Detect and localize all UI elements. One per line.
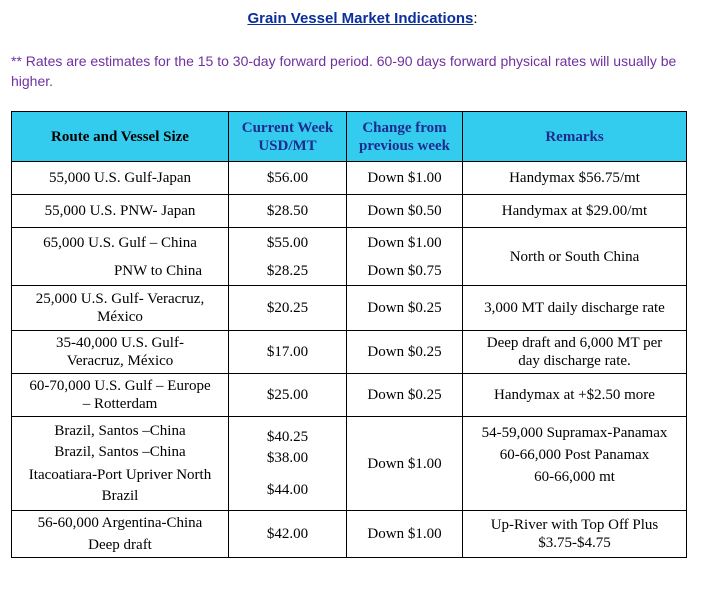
route-line: Veracruz, México (66, 353, 174, 369)
current-cell: $25.00 (229, 374, 347, 417)
remarks-cell: Handymax at +$2.50 more (463, 374, 687, 417)
remarks-line: 54-59,000 Supramax-Panamax (481, 425, 668, 441)
current-cell: $28.25 (229, 257, 347, 286)
current-cell: $20.25 (229, 286, 347, 331)
route-cell (12, 374, 229, 417)
header-current-line1: Current Week (241, 119, 334, 136)
change-cell: Down $0.50 (347, 195, 463, 228)
header-change-line1: Change from (362, 119, 447, 136)
current-cell: $56.00 (229, 162, 347, 195)
remarks-line: day discharge rate. (518, 353, 631, 369)
route-line: Brazil (101, 488, 139, 504)
route-line: 35-40,000 U.S. Gulf- (56, 335, 184, 351)
route-line: Brazil, Santos –China (54, 423, 186, 439)
current-line: $44.00 (266, 482, 309, 498)
route-cell: 55,000 U.S. Gulf-Japan (12, 162, 229, 195)
route-line: México (97, 309, 143, 325)
route-line: 60-70,000 U.S. Gulf – Europe (29, 378, 211, 394)
header-remarks: Remarks (463, 112, 687, 162)
change-cell: Down $1.00 (347, 228, 463, 258)
change-cell: Down $0.25 (347, 331, 463, 374)
route-line: 25,000 U.S. Gulf- Veracruz, (35, 291, 205, 307)
table-row (12, 286, 687, 331)
header-current-line2: USD/MT (258, 137, 317, 154)
table-row (12, 331, 687, 374)
route-line: – Rotterdam (82, 396, 158, 412)
remarks-cell (463, 331, 687, 374)
route-cell: 65,000 U.S. Gulf – China (12, 228, 229, 258)
table-row (12, 195, 687, 228)
remarks-cell: North or South China (463, 228, 687, 286)
header-change (347, 112, 463, 162)
remarks-cell (463, 511, 687, 558)
change-cell: Down $0.75 (347, 257, 463, 286)
change-cell: Down $0.25 (347, 286, 463, 331)
current-line: $38.00 (266, 450, 309, 466)
route-cell (12, 417, 229, 511)
remarks-cell: 3,000 MT daily discharge rate (463, 286, 687, 331)
header-change-line2: previous week (359, 137, 450, 154)
remarks-line: $3.75-$4.75 (538, 535, 611, 551)
change-cell: Down $0.25 (347, 374, 463, 417)
route-cell-text: PNW to China (113, 263, 202, 279)
header-current-week (229, 112, 347, 162)
route-cell: 55,000 U.S. PNW- Japan (12, 195, 229, 228)
page-title-colon: : (473, 10, 478, 27)
current-cell: $28.50 (229, 195, 347, 228)
route-line: Deep draft (88, 537, 152, 553)
route-cell (12, 331, 229, 374)
page-title (0, 10, 725, 27)
route-line: Itacoatiara-Port Upriver North (28, 467, 212, 483)
remarks-cell: Handymax at $29.00/mt (463, 195, 687, 228)
table-row (12, 374, 687, 417)
remarks-line: Deep draft and 6,000 MT per (486, 335, 663, 351)
table-row (12, 417, 687, 511)
route-cell (12, 286, 229, 331)
page-title-text: Grain Vessel Market Indications (247, 10, 474, 27)
current-cell (229, 417, 347, 511)
remarks-line: Up-River with Top Off Plus (490, 517, 659, 533)
change-cell: Down $1.00 (347, 511, 463, 558)
current-cell: $17.00 (229, 331, 347, 374)
table-row (12, 511, 687, 558)
header-route: Route and Vessel Size (12, 112, 229, 162)
current-cell: $42.00 (229, 511, 347, 558)
route-line: 56-60,000 Argentina-China (37, 515, 203, 531)
table-row (12, 162, 687, 195)
remarks-cell: Handymax $56.75/mt (463, 162, 687, 195)
rate-note: ** Rates are estimates for the 15 to 30-day forward period. 60-90 days forward physical rates will usually be higher. (11, 53, 677, 89)
table-row (12, 228, 687, 258)
change-cell: Down $1.00 (347, 162, 463, 195)
table-header-row (12, 112, 687, 162)
route-line: Brazil, Santos –China (54, 444, 186, 460)
route-cell (12, 257, 229, 286)
current-line: $40.25 (266, 429, 309, 445)
current-cell: $55.00 (229, 228, 347, 258)
route-cell (12, 511, 229, 558)
remarks-cell (463, 417, 687, 511)
remarks-line: 60-66,000 mt (534, 469, 615, 485)
market-table (11, 111, 687, 558)
remarks-line: 60-66,000 Post Panamax (499, 447, 650, 463)
change-cell: Down $1.00 (347, 417, 463, 511)
